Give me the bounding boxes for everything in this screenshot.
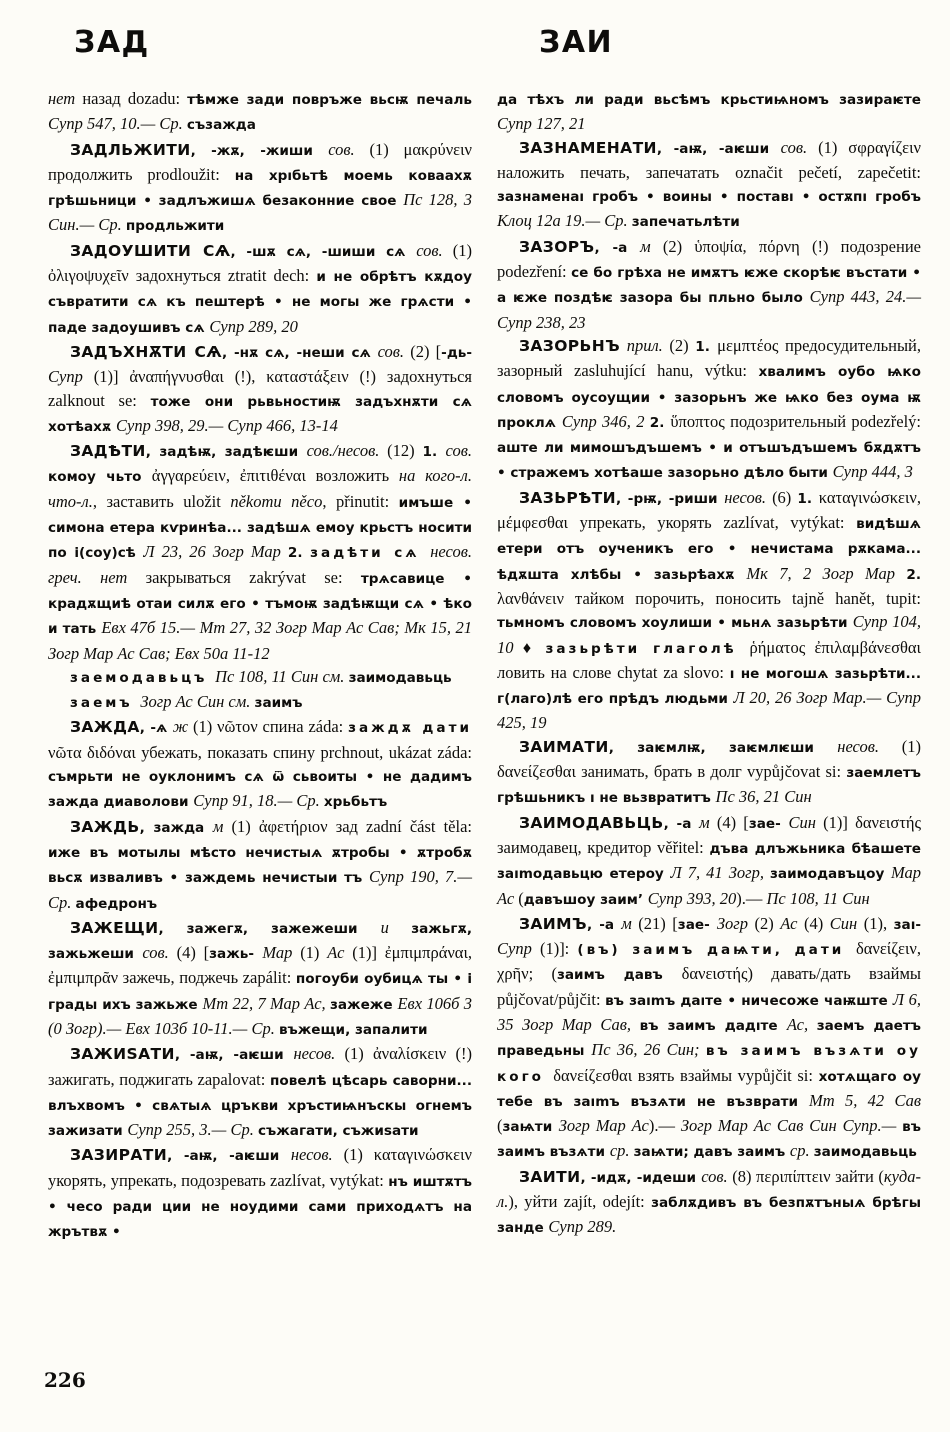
entry-text-run: трѧсавице • крадѫщиѣ отаи силѫ его • тъмоѭ задѣѭщи сѧ • ѣко и тать <box>48 570 472 638</box>
entry-text-run: (21) [ <box>638 913 678 933</box>
entry-text-run: ῥήματος ἐπιλαμβάνεσθαι ловить на слове chytat za slovo: <box>497 637 921 682</box>
entry-text-run: Клоц 12а 19.— Ср. <box>497 211 632 231</box>
entry-text-run: заимодавьць <box>813 1144 917 1161</box>
entry-text-run: (1) ἀφετήριον зад zadní část těla: <box>231 816 472 836</box>
entry-text-run: (1)] ἐμπιμπράναι, ἐμπιμπρᾶν зажечь, поджечь zapálit: <box>48 943 473 988</box>
entry-text-run: (2) <box>754 913 781 933</box>
left-column <box>48 26 472 1245</box>
entry-text-run: продльжити <box>125 218 225 235</box>
entry-text-run: Супр 127, 21 <box>497 114 586 134</box>
entry-text-run: заемъ даетъ праведьны <box>497 1017 921 1060</box>
headword: ЗАЗОРЬНЪ <box>519 336 621 355</box>
entry-text-run: někomu něco <box>230 491 323 511</box>
dictionary-entry <box>48 815 472 916</box>
entry-text-run: хрьбьтъ <box>323 794 388 811</box>
entry-text-run: иже въ мотылы мѣсто нечистыѧ ѫтробы • ѫтробѫ вьсѫ изваливъ • заждемь нечистыи тъ <box>48 844 472 887</box>
entry-text-run: μεμπτέος предосудительный, зазорный zasluhující hanu, výtku: <box>497 335 921 381</box>
entry-text-run: ср. <box>789 1141 814 1161</box>
entry-text-run: , -а <box>586 916 622 933</box>
dictionary-entry <box>497 235 921 334</box>
entry-text-run: зажеже <box>329 996 398 1013</box>
entry-text-run: заблѫдивъ въ безпѫтъныѧ брѣгы занде <box>497 1195 921 1237</box>
entry-continuation <box>497 87 921 136</box>
headword: ЗАЖДЬ <box>70 817 140 836</box>
entry-text-run: (2) [ <box>410 341 442 361</box>
entry-text-run: (6) <box>772 487 798 507</box>
headword: ЗАДЪХНѪТИ СѦ <box>70 342 223 361</box>
entry-text-run: 2. <box>906 566 921 583</box>
entry-text-run: Пс 36, 21 Син <box>715 787 812 807</box>
entry-text-run: и не обрѣтъ кѫдоу съвратити сѧ къ пештерѣ • не могы же грѧсти • паде задоушивъ сѧ <box>48 269 472 336</box>
entry-text-run: м <box>212 816 232 836</box>
dictionary-entry <box>48 340 472 439</box>
entry-text-run: Мк 7, 2 Зогр Мар <box>746 563 907 583</box>
dictionary-entry <box>497 136 921 235</box>
entry-text-run: Супр 255, 3.— Ср. <box>127 1120 258 1140</box>
entry-text-run: заимодавъцоу <box>770 866 891 883</box>
entry-text-run: 1. <box>695 338 718 355</box>
dictionary-entry <box>48 916 472 1042</box>
entry-text-run: (8) περιπίπτειν зайти ( <box>732 1166 884 1186</box>
headword: ЗАДЛЬЖИТИ <box>70 140 191 159</box>
right-entries <box>497 87 921 1241</box>
entry-text-run: (въ) заимъ даѩти, дати <box>577 942 856 959</box>
entry-text-run: тоже они рьвьностиѭ задъхнѫти сѧ хотѣахѫ <box>48 393 472 435</box>
entry-text-run: заимодавьць <box>348 669 452 686</box>
headword: ЗАЗНАМЕНАТИ <box>519 138 657 157</box>
entry-text-run: несов. <box>293 1044 345 1064</box>
entry-text-run: Супр <box>497 939 540 959</box>
entry-text-run: хвалимъ оубо ѩко словомъ оусоущии • зазорьнъ же ѩко без оума ѭ проклѧ <box>497 364 921 431</box>
entry-text-run: заѩти; давъ заимъ <box>633 1144 790 1161</box>
dictionary-entry <box>497 486 921 735</box>
entry-text-run: , -шѫ сѧ, -шиши сѧ <box>230 243 417 260</box>
entry-text-run: съмрьти не оуклонимъ сѧ ѿ сьвоиты • не дадимъ зажда диаволови <box>48 769 472 811</box>
entry-text-run: λανθάνειν тайком порочить, поносить tajně hanět, tupit: <box>497 588 921 608</box>
entry-text-run: куда-л. <box>497 1166 921 1212</box>
entry-text-run: ), уйти zajít, odejít: <box>508 1192 652 1212</box>
entry-text-run: въжещи, запалити <box>278 1021 428 1038</box>
entry-text-run: заı- <box>893 916 922 933</box>
entry-text-run: да тѣхъ ли ради вьсѣмъ крьстиѩномъ зазираѥте <box>497 92 921 108</box>
entry-text-run: имъше • симона етера кѵринѣа... задѣшѧ емоу крьстъ носити по і(соу)сѣ <box>48 494 472 562</box>
entry-text-run: ♦ <box>522 637 546 657</box>
entry-text-run: Супр 104, 10 <box>497 612 921 657</box>
dictionary-entry <box>48 715 472 814</box>
guide-word-right: ЗАИ <box>539 25 614 60</box>
headword: ЗАИМОДАВЬЦЬ <box>519 813 664 832</box>
entry-text-run: ( <box>518 888 524 908</box>
entry-text-run: заимъ <box>254 695 303 712</box>
entry-text-run: въ заımъ даıте • ничесоже чаѭште <box>605 992 893 1009</box>
entry-text-run: на хрıбьтѣ моемь коваахѫ грѣшьници • задлъжишѧ безаконние свое <box>48 167 473 210</box>
entry-text-run: , -аѭ, -аѥши <box>174 1047 294 1064</box>
entry-text-run: Пс 36, 26 Син; <box>591 1040 706 1060</box>
entry-text-run: сов./несов. <box>306 441 388 461</box>
entry-text-run: Зогр Мар Ас Сав Син Супр.— <box>680 1116 903 1136</box>
entry-text-run: , -аѭ, -аѥши <box>656 140 781 157</box>
entry-text-run: , přinutit: <box>322 491 399 511</box>
entry-text-run: зажь- <box>209 946 263 963</box>
entry-continuation <box>48 87 472 138</box>
entry-text-run: (2) ὑποψία, πόρνη (!) подозрение podezření: <box>497 236 921 282</box>
entry-text-run: давъшоу заим’ <box>523 891 648 908</box>
entry-text-run: , зажегѫ, зажежеши <box>158 920 381 937</box>
headword: ЗАИМЪ <box>519 914 587 933</box>
entry-text-run: комоу чьто <box>48 469 152 486</box>
entry-text-run: нет <box>48 89 83 108</box>
headword: ЗАЗОРЪ <box>519 237 595 256</box>
entry-text-run: (1)] δανειστής заимодавец, кредитор věřitel: <box>497 812 922 857</box>
entry-text-run: Ас, <box>786 1014 817 1034</box>
entry-text-run: Мар Ас <box>497 863 922 908</box>
entry-text-run: (1) μακρύνειν продолжить prodloužit: <box>48 139 472 184</box>
entry-text-run: съзажда <box>186 117 256 134</box>
headword: ЗАЗЬРѢТИ <box>519 488 616 507</box>
entry-text-run: прил. <box>620 335 670 355</box>
guide-word-left: ЗАД <box>74 25 150 60</box>
entry-text-run: заждѫ дати <box>348 720 472 737</box>
entry-text-run: Мар <box>262 943 301 963</box>
entry-text-run: Пс 128, 3 Син.— Ср. <box>48 190 472 235</box>
entry-text-run: сов. <box>780 137 819 157</box>
dictionary-entry <box>48 138 472 239</box>
entry-text-run: Евх 47б 15.— Мт 27, 32 Зогр Мар Ас Сав; Мк 15, 21 Зогр Мар Ас Сав; Евх 50а 11-12 <box>48 618 472 663</box>
entry-text-run: сов. <box>701 1166 733 1186</box>
entry-text-run: (1) νῶτον спина záda: <box>192 717 349 737</box>
entry-text-run: 2. <box>287 545 311 562</box>
entry-text-run: Л 23, 26 Зогр Мар <box>143 542 288 562</box>
entry-text-run: (1) σφραγίζειν наложить печать, запечатать označit pečetí, zapečetit: <box>497 137 921 182</box>
entry-text-run: задѣти сѧ <box>310 545 431 562</box>
dictionary-entry <box>48 1143 472 1244</box>
entry-text-run: заемлетъ грѣшьникъ ı не вьзвратитъ <box>497 765 921 807</box>
entry-text-run: , -жѫ, -жиши <box>190 142 329 159</box>
entry-text-run: сов. <box>445 441 472 461</box>
entry-text-run: ( <box>497 1116 503 1136</box>
entry-text-run: зазнаменаı гробъ • воины • поставı • остѫпı гробъ <box>497 189 921 206</box>
headword: ЗАИМАТИ <box>519 737 609 756</box>
entry-text-run: въ заимъ дадıте <box>639 1017 787 1034</box>
entry-text-run: закрываться zakrývat se: <box>145 567 361 587</box>
dictionary-entry <box>497 1165 921 1241</box>
entry-text-run: , -рѭ, -риши <box>615 490 725 507</box>
entry-text-run: (1), <box>863 913 894 933</box>
entry-text-run: Супр 91, 18.— Ср. <box>193 791 324 811</box>
entry-text-run: м <box>699 812 717 832</box>
entry-text-run: сов. <box>328 139 370 159</box>
entry-text-run: заемодавьцъ <box>70 669 216 686</box>
entry-text-run: Мт 22, 7 Мар Ас, <box>202 993 330 1013</box>
entry-text-run: , заѥмлѭ, заѥмлѥши <box>608 739 838 756</box>
dictionary-entry <box>48 239 472 340</box>
entry-text-run: погоуби оубицѧ ты • і грады ихъ зажьже <box>48 971 472 1013</box>
entry-text-run: ж <box>172 717 193 737</box>
dictionary-entry <box>497 912 921 1165</box>
entry-text-run: несов. <box>837 736 902 756</box>
entry-text-run: Супр <box>48 367 94 387</box>
dictionary-entry <box>48 1042 472 1143</box>
entry-text-run: афедронъ <box>75 895 158 912</box>
entry-text-run: (12) <box>387 441 423 461</box>
entry-text-run: заимъ давъ <box>556 967 682 984</box>
headword: ЗАЖИЅАТИ <box>70 1045 175 1064</box>
entry-text-run: ἀγγαρεύειν, ἐπιτιθέναι возложить <box>151 466 399 486</box>
entry-text-run: видѣшѧ етери отъ оученикъ его • нечистама рѫкама... ѣдѫшта хлѣбы • зазьрѣахѫ <box>497 516 921 583</box>
dictionary-entry <box>497 811 921 912</box>
entry-text-run: 1. <box>422 444 446 461</box>
entry-text-run: зае- <box>748 815 789 832</box>
entry-text-run: (4) [ <box>176 943 210 963</box>
entry-text-run: Л 20, 26 Зогр Мар.— Супр 425, 19 <box>497 688 921 733</box>
entry-text-run: Супр 547, 10.— Ср. <box>48 114 187 134</box>
entry-text-run: (1)]: <box>539 939 578 959</box>
entry-text-run: сов. <box>416 240 453 260</box>
entry-text-run: м <box>621 913 639 933</box>
entry-text-run: Ас <box>780 913 804 933</box>
entry-text-run: запечатьлѣти <box>631 214 740 231</box>
headword: ЗАЖЕЩИ <box>70 918 159 937</box>
entry-text-run: , -а <box>594 239 641 256</box>
headword: ЗАЖДА <box>70 718 140 737</box>
entry-text-run: ).— <box>648 1116 681 1136</box>
right-column <box>497 26 921 1241</box>
entry-text-run: аште ли мимошъдъшемъ • и отъшъдъшемъ бѫдѫтъ • стражемъ хотѣаше зазорьно дѣло быти <box>497 440 921 482</box>
entry-text-run: Супр 289. <box>548 1217 617 1237</box>
entry-text-run: Син <box>829 913 864 933</box>
entry-text-run: Мт 5, 42 Сав <box>808 1090 921 1110</box>
entry-text-run: (4) [ <box>716 812 749 832</box>
entry-text-run: (4) <box>803 913 830 933</box>
entry-text-run: ).— <box>736 888 767 908</box>
entry-text-run: заемъ <box>70 695 141 712</box>
entry-text-run: (1) δανείζεσθαι занимать, брать в долг vypůjčovat si: <box>497 736 921 782</box>
entry-text-run: Зогр Ас Син см. <box>140 692 255 712</box>
entry-text-run: въ заимъ възѧти <box>497 1119 921 1161</box>
entry-text-run: зажьгѫ, зажьжеши <box>48 920 472 963</box>
entry-text-run: , зажда <box>139 819 213 836</box>
entry-text-run: Супр 346, 2 <box>561 411 650 431</box>
entry-text-run: Супр 190, 7.— Ср. <box>48 867 472 912</box>
entry-text-run: (2) <box>669 335 696 355</box>
entry-text-run: Пс 108, 11 Син <box>766 888 870 908</box>
entry-text-run: зазьрѣти глаголѣ <box>545 640 750 657</box>
entry-text-run: ср. <box>609 1141 634 1161</box>
entry-text-run: 2. <box>649 414 671 431</box>
entry-text-run: δανείζειν, χρῆν; ( <box>497 939 921 984</box>
entry-text-run: сов. <box>142 943 177 963</box>
dictionary-entry <box>48 690 472 715</box>
entry-text-run: -дь- <box>441 344 473 361</box>
entry-text-run: Зогр <box>716 913 755 933</box>
entry-text-run: нъ иштѫтъ • чесо ради ции не ноудими сами приходѧтъ на жрътвѫ • <box>48 1173 472 1241</box>
entry-text-run: дъва длъжьника бѣашете заımодавьцю етероу <box>497 840 921 883</box>
headword: ЗАЗИРАТИ <box>70 1146 168 1165</box>
entry-text-run: Супр 398, 29.— Супр 466, 13-14 <box>116 415 338 435</box>
entry-text-run: , -аѭ, -аѥши <box>167 1148 291 1165</box>
entry-text-run: Супр 393, 20 <box>647 888 737 908</box>
entry-text-run: повелѣ цѣсарь саворни... влъхвомъ • свѧтыѧ цръкви хръстиѩнъскы огнемъ зажизати <box>48 1072 472 1140</box>
entry-text-run: на кого-л. что-л. <box>48 466 472 511</box>
entry-text-run: се бо грѣха не имѫтъ ѥже скорѣѥ въстати • а ѥже поздѣѥ зазора бы пльно было <box>497 265 921 307</box>
entry-text-run: зае- <box>677 916 717 933</box>
entry-text-run: (1)] ἀναπήγνυσθαι (!), καταστάξειν (!) задохнуться zalknout se: <box>48 367 472 410</box>
entry-text-run: въ заимъ възѧти оу кого <box>497 1043 921 1085</box>
entry-text-run: (1) καταγινώσκειν укорять, упрекать, подозревать zazlívat, vytýkat: <box>48 1145 472 1190</box>
entry-text-run: Син <box>788 812 824 832</box>
entry-text-run: (1) <box>300 943 328 963</box>
dictionary-entry <box>497 735 921 811</box>
entry-text-run: и <box>380 917 412 937</box>
entry-text-run: тѣмже зади повръже вьсѭ печаль <box>187 92 472 108</box>
entry-text-run: Супр 443, 24.— Супр 238, 23 <box>497 287 922 332</box>
entry-text-run: Пс 108, 11 Син см. <box>215 666 349 686</box>
entry-text-run: заѩти <box>502 1119 559 1136</box>
entry-text-run: ı не могошѧ зазьрѣти... г(лаго)лѣ его прѣдъ людьми <box>497 665 921 708</box>
entry-text-run: Зогр Мар Ас <box>558 1116 649 1136</box>
headword: ЗАДѢТИ <box>70 442 146 461</box>
entry-text-run: несов. <box>724 487 773 507</box>
left-entries <box>48 87 472 1245</box>
headword: ЗАДОУШИТИ СѦ <box>70 241 231 260</box>
entry-text-run: , заставить uložit <box>92 491 231 511</box>
entry-text-run: (1) ὀλιγοψυχεῖν задохнуться ztratit dech: <box>48 240 472 286</box>
entry-text-run: несов. <box>290 1145 344 1165</box>
entry-text-run: , -а <box>663 815 700 832</box>
dictionary-entry <box>48 439 472 665</box>
entry-text-run: νῶτα διδόναι убежать, показать спину prchnout, ukázat záda: <box>48 742 472 762</box>
entry-text-run: , задѣѭ, задѣѥши <box>145 444 307 461</box>
entry-text-run: Л 6, 35 Зогр Мар Сав, <box>497 989 921 1034</box>
entry-text-run: δανείζεσθαι взять взаймы vypůjčit si: <box>553 1065 819 1085</box>
dictionary-entry <box>48 665 472 690</box>
entry-text-run: 1. <box>797 490 819 507</box>
entry-text-run: Евх 106б 3 (0 Зогр).— Евх 103б 10-11.— Ср. <box>48 993 472 1038</box>
entry-text-run: Супр 289, 20 <box>209 316 298 336</box>
page-number: 226 <box>44 1368 86 1392</box>
entry-text-run: καταγινώσκειν, μέμφεσθαι упрекать, укорять zazlívat, vytýkat: <box>497 487 921 533</box>
entry-text-run: хотѧщаго оу тебе въ заımъ възѧти не възврати <box>497 1068 921 1110</box>
entry-text-run: сов. <box>377 341 411 361</box>
entry-text-run: Л 7, 41 Зогр, <box>670 863 771 883</box>
entry-text-run: Ас <box>327 943 353 963</box>
entry-text-run: ὕποπτος подозрительный podezřelý: <box>670 411 921 431</box>
headword: ЗАИТИ <box>519 1167 581 1186</box>
dictionary-entry <box>497 334 921 486</box>
entry-text-run: (1) ἀναλίσκειν (!) зажигать, поджигать zapalovat: <box>48 1044 472 1089</box>
entry-text-run: , -нѫ сѧ, -неши сѧ <box>222 344 378 361</box>
entry-text-run: м <box>640 236 663 256</box>
entry-text-run: несов. греч. нет <box>48 542 472 587</box>
entry-text-run: Супр 444, 3 <box>832 462 913 482</box>
entry-text-run: назад dozadu: <box>82 89 188 108</box>
entry-text-run: съжагати, съжиѕати <box>257 1123 419 1140</box>
entry-text-run: δανειστής) давать/дать взаймы půjčovat/půjčit: <box>497 964 921 1009</box>
entry-text-run: , -ѧ <box>139 720 173 737</box>
entry-text-run: , -идѫ, -идеши <box>580 1169 702 1186</box>
entry-text-run: тьмномъ словомъ хоулиши • мьнѧ зазьрѣти <box>497 615 853 632</box>
